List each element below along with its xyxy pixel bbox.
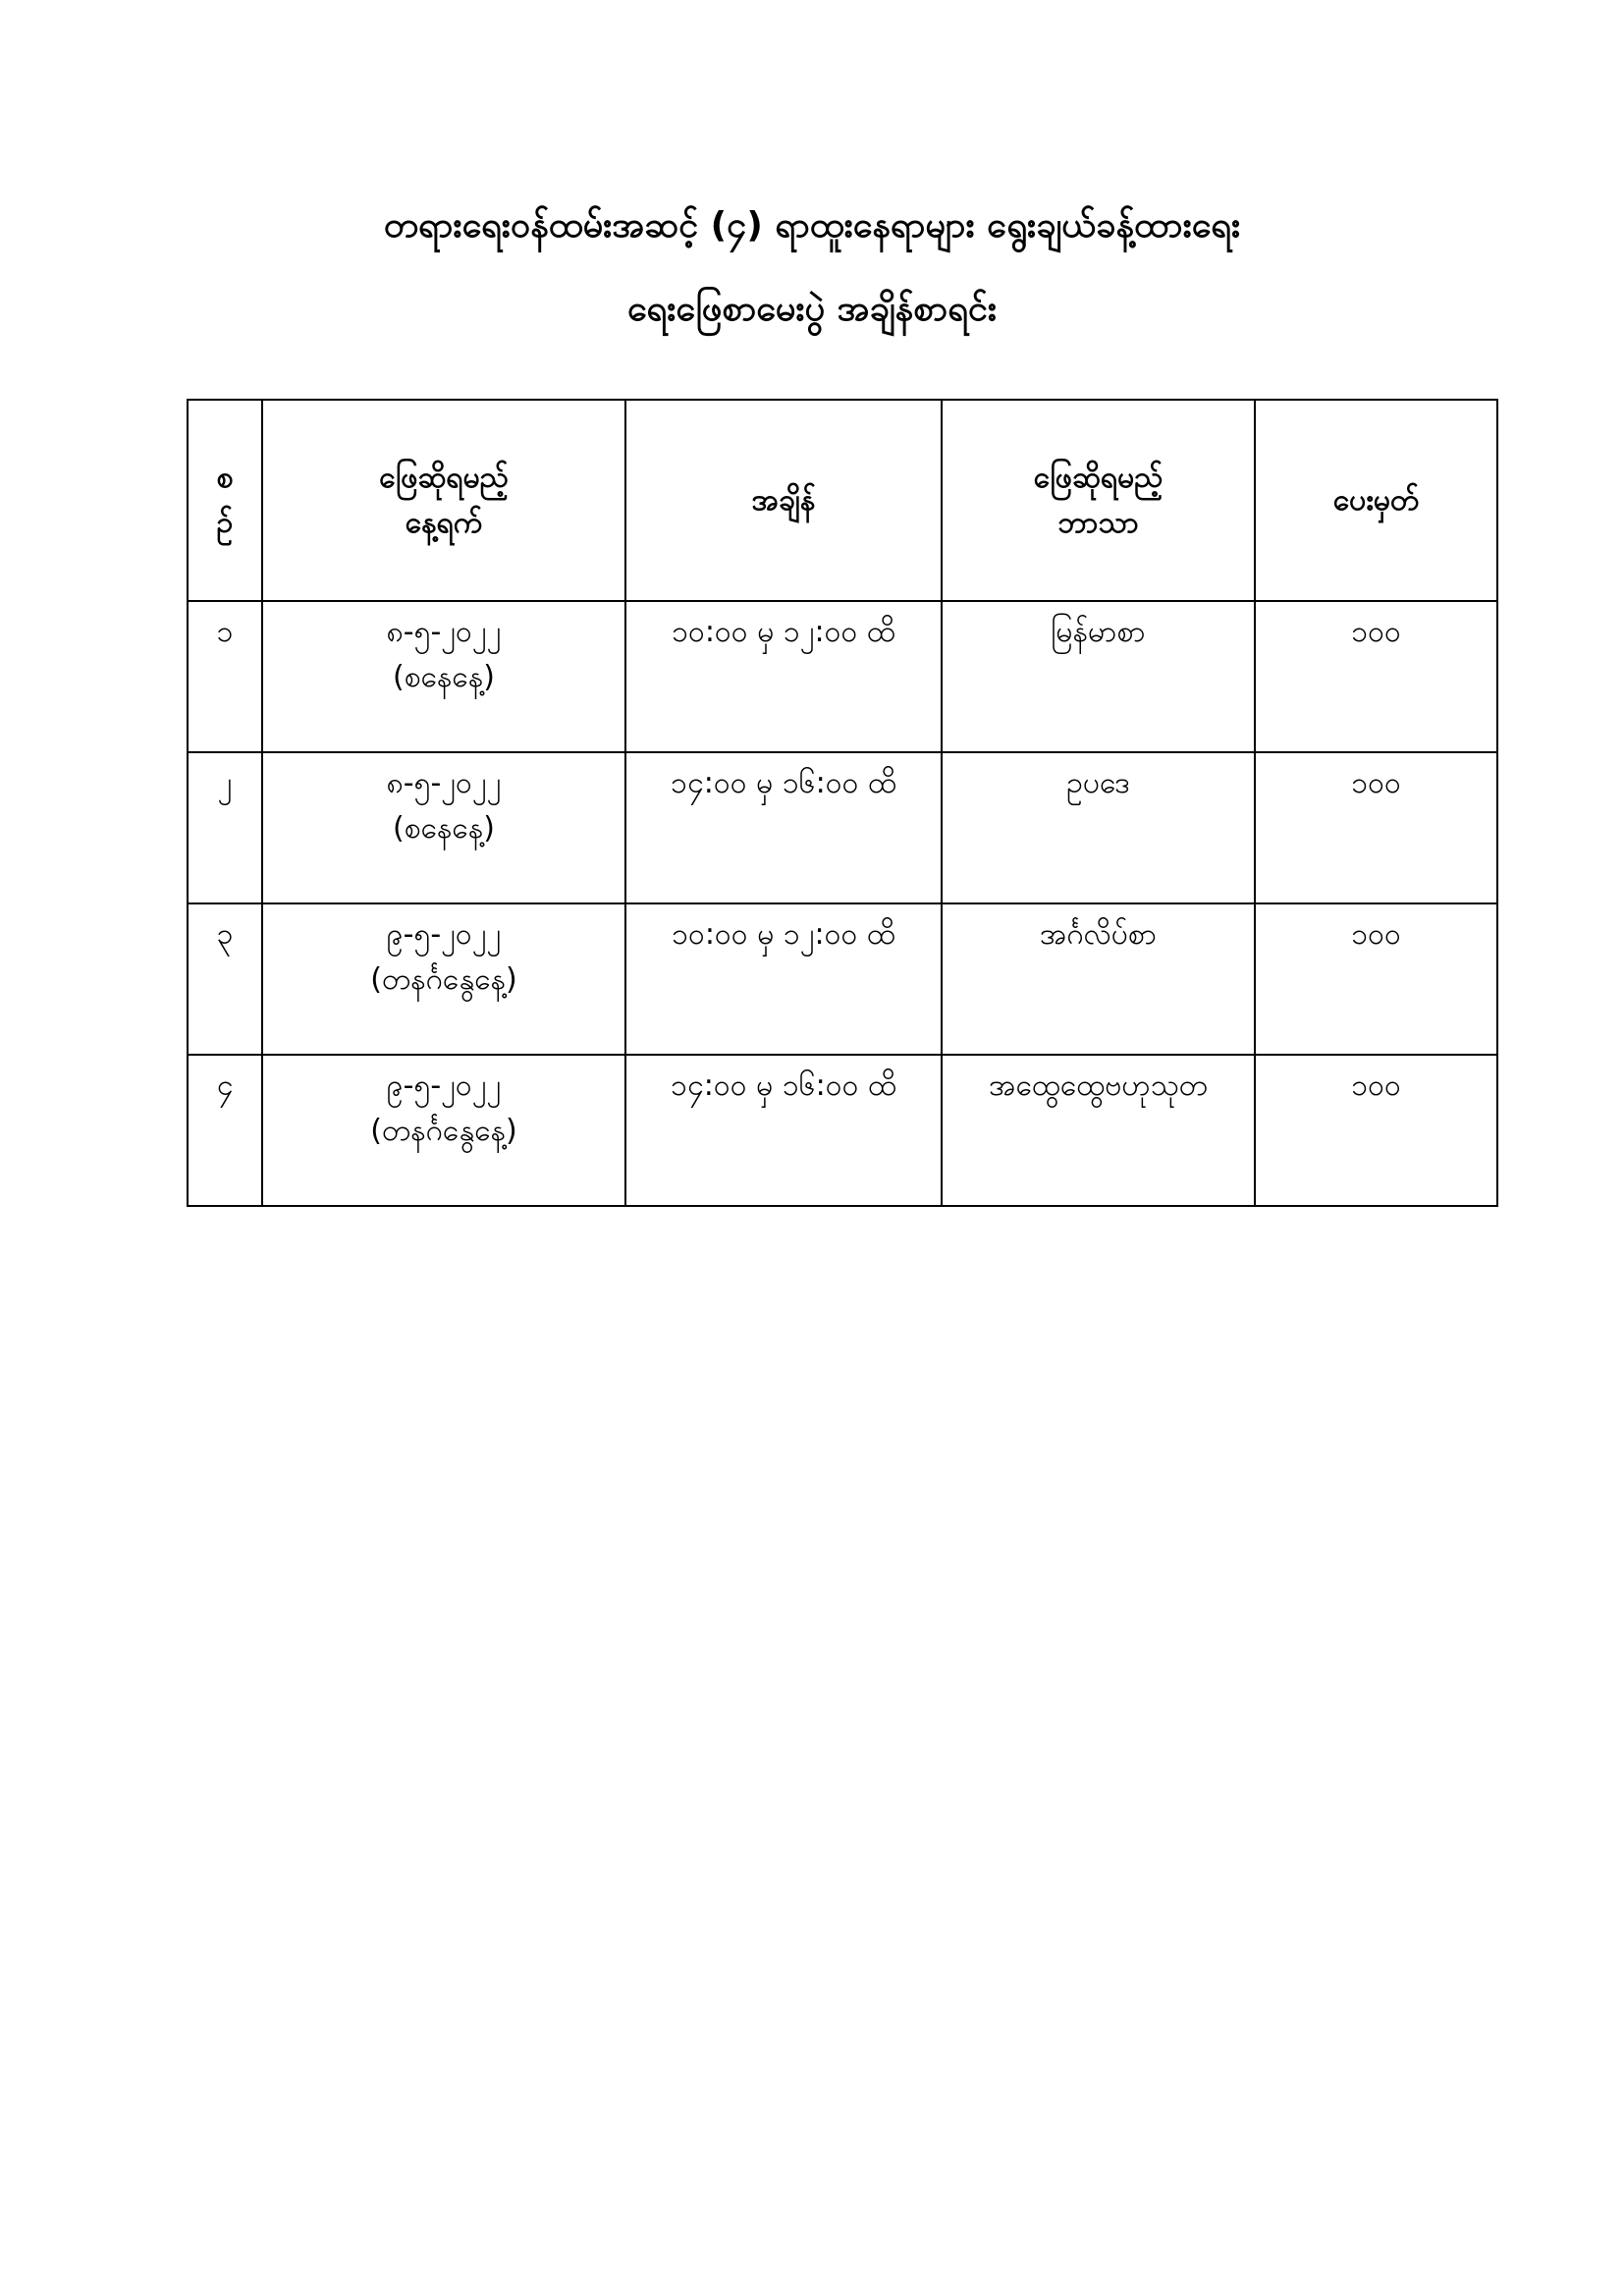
cell-marks: ၁၀၀ bbox=[1255, 1055, 1497, 1206]
header-date-line-1: ဖြေဆိုရမည့် bbox=[379, 460, 509, 495]
cell-weekday: (တနင်္ဂနွေနေ့) bbox=[370, 962, 517, 997]
cell-time: ၁၄:၀၀ မှ ၁၆:၀၀ ထိ bbox=[625, 752, 942, 903]
cell-weekday: (တနင်္ဂနွေနေ့) bbox=[370, 1114, 517, 1148]
cell-subject: အင်္ဂလိပ်စာ bbox=[942, 903, 1255, 1055]
cell-subject: အထွေထွေဗဟုသုတ bbox=[942, 1055, 1255, 1206]
cell-date: ၈-၅-၂၀၂၂ bbox=[386, 615, 502, 649]
cell-weekday: (စနေနေ့) bbox=[393, 811, 495, 846]
table-row bbox=[188, 752, 1497, 903]
header-serial-line-2: ဉ် bbox=[216, 505, 234, 540]
table-row bbox=[188, 903, 1497, 1055]
cell-exam-date bbox=[262, 903, 625, 1055]
cell-date: ၈-၅-၂၀၂၂ bbox=[386, 766, 502, 800]
header-serial-line-1: စ bbox=[216, 460, 234, 495]
document-title-line-2: ရေးဖြေစာမေးပွဲ အချိန်စာရင်း bbox=[626, 289, 998, 329]
cell-subject: ဥပဒေ bbox=[942, 752, 1255, 903]
cell-marks: ၁၀၀ bbox=[1255, 601, 1497, 752]
cell-time: ၁၀:၀၀ မှ ၁၂:၀၀ ထိ bbox=[625, 903, 942, 1055]
cell-exam-date bbox=[262, 1055, 625, 1206]
table-row bbox=[188, 1055, 1497, 1206]
header-exam-date bbox=[262, 400, 625, 601]
document-title-line-1: တရားရေးဝန်ထမ်းအဆင့် (၄) ရာထူးနေရာများ ရွေးချယ်ခန့်ထားရေး bbox=[383, 205, 1241, 246]
header-time: အချိန် bbox=[625, 400, 942, 601]
cell-date: ၉-၅-၂၀၂၂ bbox=[386, 917, 502, 952]
header-serial-number bbox=[188, 400, 262, 601]
cell-serial-number: ၃ bbox=[188, 903, 262, 1055]
cell-marks: ၁၀၀ bbox=[1255, 752, 1497, 903]
cell-exam-date bbox=[262, 601, 625, 752]
cell-serial-number: ၄ bbox=[188, 1055, 262, 1206]
header-subject bbox=[942, 400, 1255, 601]
header-date-line-2: နေ့ရက် bbox=[405, 505, 483, 540]
cell-date: ၉-၅-၂၀၂၂ bbox=[386, 1068, 502, 1103]
cell-time: ၁၀:၀၀ မှ ၁၂:၀၀ ထိ bbox=[625, 601, 942, 752]
cell-time: ၁၄:၀၀ မှ ၁၆:၀၀ ထိ bbox=[625, 1055, 942, 1206]
cell-serial-number: ၁ bbox=[188, 601, 262, 752]
header-subject-line-2: ဘာသာ bbox=[1057, 505, 1139, 540]
cell-weekday: (စနေနေ့) bbox=[393, 660, 495, 694]
header-subject-line-1: ဖြေဆိုရမည့် bbox=[1033, 460, 1164, 495]
cell-serial-number: ၂ bbox=[188, 752, 262, 903]
cell-exam-date bbox=[262, 752, 625, 903]
table-row bbox=[188, 601, 1497, 752]
cell-subject: မြန်မာစာ bbox=[942, 601, 1255, 752]
exam-schedule-table bbox=[187, 399, 1498, 1207]
header-marks: ပေးမှတ် bbox=[1255, 400, 1497, 601]
cell-marks: ၁၀၀ bbox=[1255, 903, 1497, 1055]
table-header-row bbox=[188, 400, 1497, 601]
